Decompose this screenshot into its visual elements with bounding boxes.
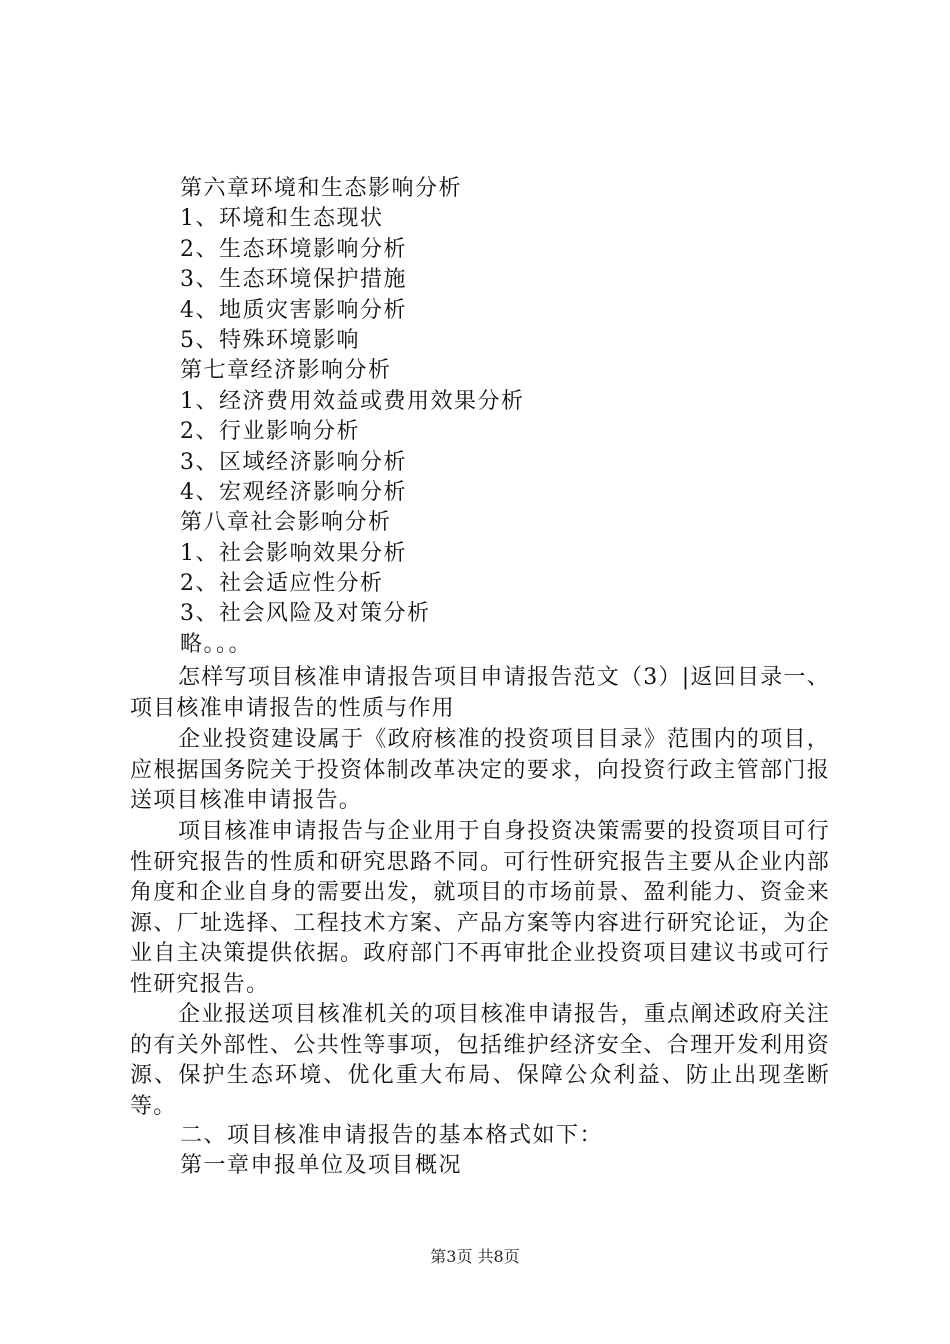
list-item: 1、经济费用效益或费用效果分析 xyxy=(180,388,525,414)
paragraph-title: 怎样写项目核准申请报告项目申请报告范文（3）|返回目录一、项目核准申请报告的性质与作用 xyxy=(130,665,830,721)
list-item: 3、社会风险及对策分析 xyxy=(180,601,431,627)
page-footer: 第3页 共8页 xyxy=(430,1247,520,1266)
list-item: 3、区域经济影响分析 xyxy=(180,449,407,475)
ellipsis-line: 略。。。 xyxy=(180,631,253,657)
list-item: 2、行业影响分析 xyxy=(180,419,360,445)
outline-list xyxy=(180,174,840,660)
chapter-heading: 第七章经济影响分析 xyxy=(180,358,392,384)
chapter-heading: 第六章环境和生态影响分析 xyxy=(180,176,463,201)
paragraph: 项目核准申请报告与企业用于自身投资决策需要的投资项目可行性研究报告的性质和研究思路不同。可行性研究报告主要从企业内部角度和企业自身的需要出发，就项目的市场前景、盈利能力、资金来源、厂址选择、工程技术方案、产品方案等内容进行研究论证，为企业自主决策提供依据。政府部门不再审批企业投资项目建议书或可行性研究报告。 xyxy=(130,819,830,997)
paragraph: 企业报送项目核准机关的项目核准申请报告，重点阐述政府关注的有关外部性、公共性等事项，包括维护经济安全、合理开发利用资源、保护生态环境、优化重大布局、保障公众利益、防止出现垄断等。 xyxy=(130,1002,830,1119)
list-item: 1、环境和生态现状 xyxy=(180,206,384,232)
list-item: 1、社会影响效果分析 xyxy=(180,540,407,566)
list-item: 3、生态环境保护措施 xyxy=(180,267,407,293)
list-item: 2、生态环境影响分析 xyxy=(180,236,407,262)
paragraph: 企业投资建设属于《政府核准的投资项目目录》范围内的项目，应根据国务院关于投资体制改革决定的要求，向投资行政主管部门报送项目核准申请报告。 xyxy=(130,727,830,814)
list-item: 5、特殊环境影响 xyxy=(180,327,360,353)
list-item: 4、宏观经济影响分析 xyxy=(180,479,407,505)
list-item: 2、社会适应性分析 xyxy=(180,571,384,597)
list-item: 4、地质灾害影响分析 xyxy=(180,297,407,323)
chapter-heading: 第一章申报单位及项目概况 xyxy=(180,1153,463,1178)
chapter-heading: 第八章社会影响分析 xyxy=(180,510,392,536)
section-heading: 二、项目核准申请报告的基本格式如下： xyxy=(180,1123,604,1148)
